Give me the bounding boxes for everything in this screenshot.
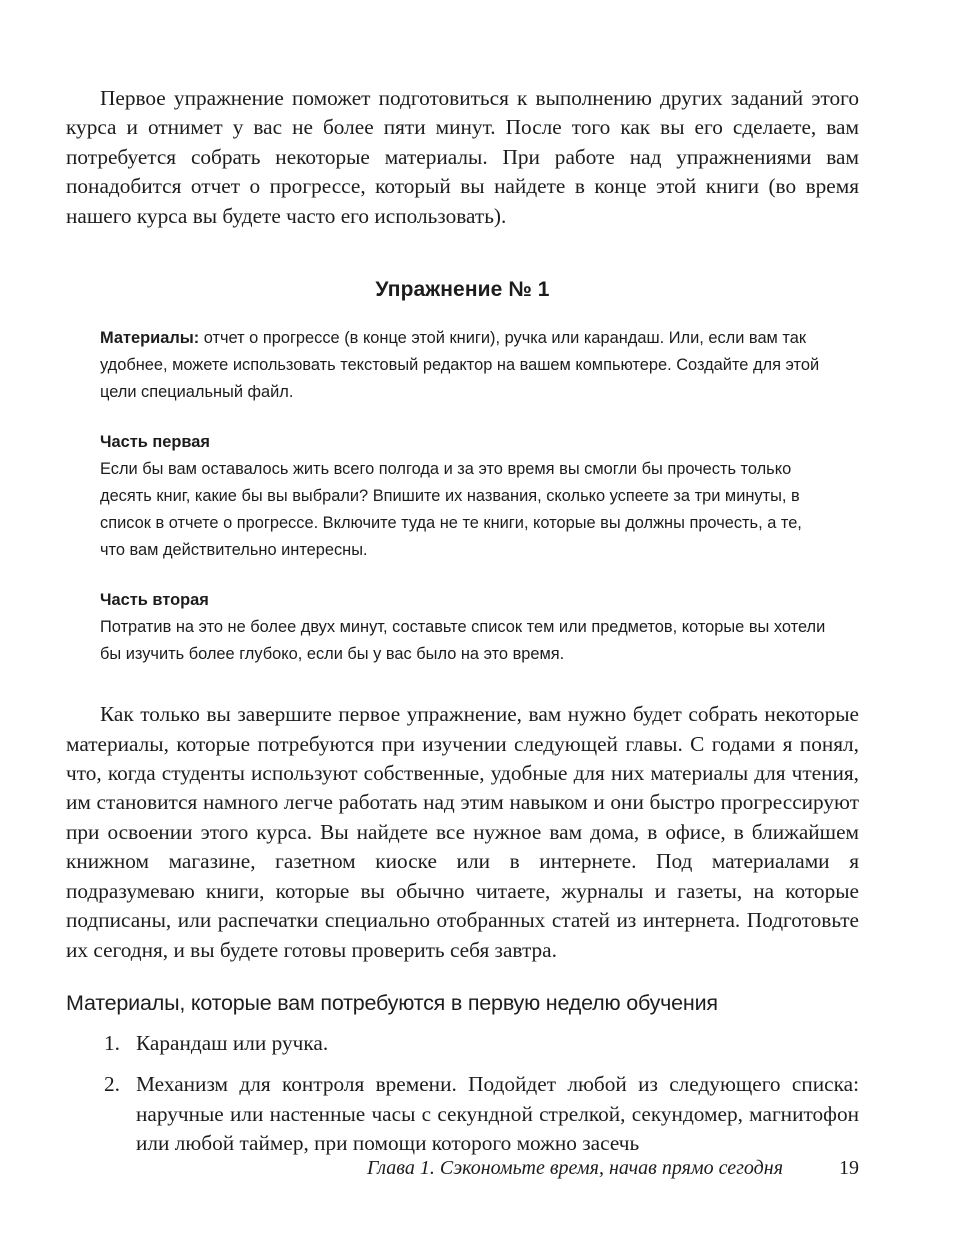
part-one-heading: Часть первая [100,432,210,451]
list-item-text: Механизм для контроля времени. Подойдет любой из следующего списка: наручные или настенные часы с секундной стрелкой, секундомер, магнитофон или любой таймер, при помощи которого можно засечь [136,1072,859,1156]
list-item-number: 1. [104,1030,120,1055]
materials-label: Материалы: [100,329,200,348]
exercise-part-two [100,587,829,669]
materials-list [66,1029,859,1159]
exercise-title: Упражнение № 1 [375,278,550,302]
part-two-heading: Часть вторая [100,590,209,609]
intro-paragraph: Первое упражнение поможет подготовиться к выполнению других заданий этого курса и отнимет у вас не более пяти минут. После того как вы его сделаете, вам потребуется собрать некоторые материалы. При работе над упражнениями вам понадобится отчет о прогрессе, который вы найдете в конце этой книги (во время нашего курса вы будете часто его использовать). [66,86,859,228]
list-item [66,1070,859,1158]
page-number: 19 [839,1157,859,1179]
list-item [66,1029,859,1058]
exercise-materials [100,325,829,407]
page-content [66,84,859,1159]
list-item-number: 2. [104,1072,120,1097]
materials-text: отчет о прогрессе (в конце этой книги), ручка или карандаш. Или, если вам так удобнее, можете использовать текстовый редактор на вашем компьютере. Создайте для этой цели специальный файл. [100,329,820,402]
list-item-text: Карандаш или ручка. [136,1030,329,1055]
page-footer [66,1153,859,1183]
section-heading: Материалы, которые вам потребуются в первую неделю обучения [66,990,718,1015]
part-two-text: Потратив на это не более двух минут, составьте список тем или предметов, которые вы хотели бы изучить более глубоко, если бы у вас было на это время. [100,617,826,664]
exercise-box [100,325,829,668]
exercise-part-one [100,429,829,565]
part-one-text: Если бы вам оставалось жить всего полгода и за это время вы смогли бы прочесть только десять книг, какие бы вы выбрали? Впишите их названия, сколько успеете за три минуты, в список в отчете о прогрессе. Включите туда не те книги, которые вы должны прочесть, а те, что вам действительно интересны. [100,459,802,560]
main-paragraph: Как только вы завершите первое упражнение, вам нужно будет собрать некоторые материалы, которые потребуются при изучении следующей главы. С годами я понял, что, когда студенты используют собственные, удобные для них материалы для чтения, им становится намного легче работать над этим навыком и они быстро прогрессируют при освоении этого курса. Вы найдете все нужное вам дома, в офисе, в ближайшем книжном магазине, газетном киоске или в интернете. Под материалами я подразумеваю книги, которые вы обычно читаете, журналы и газеты, на которые подписаны, или распечатки специально отобранных статей из интернета. Подготовьте их сегодня, и вы будете готовы проверить себя завтра. [66,702,859,962]
running-head: Глава 1. Сэкономьте время, начав прямо сегодня [367,1157,783,1179]
